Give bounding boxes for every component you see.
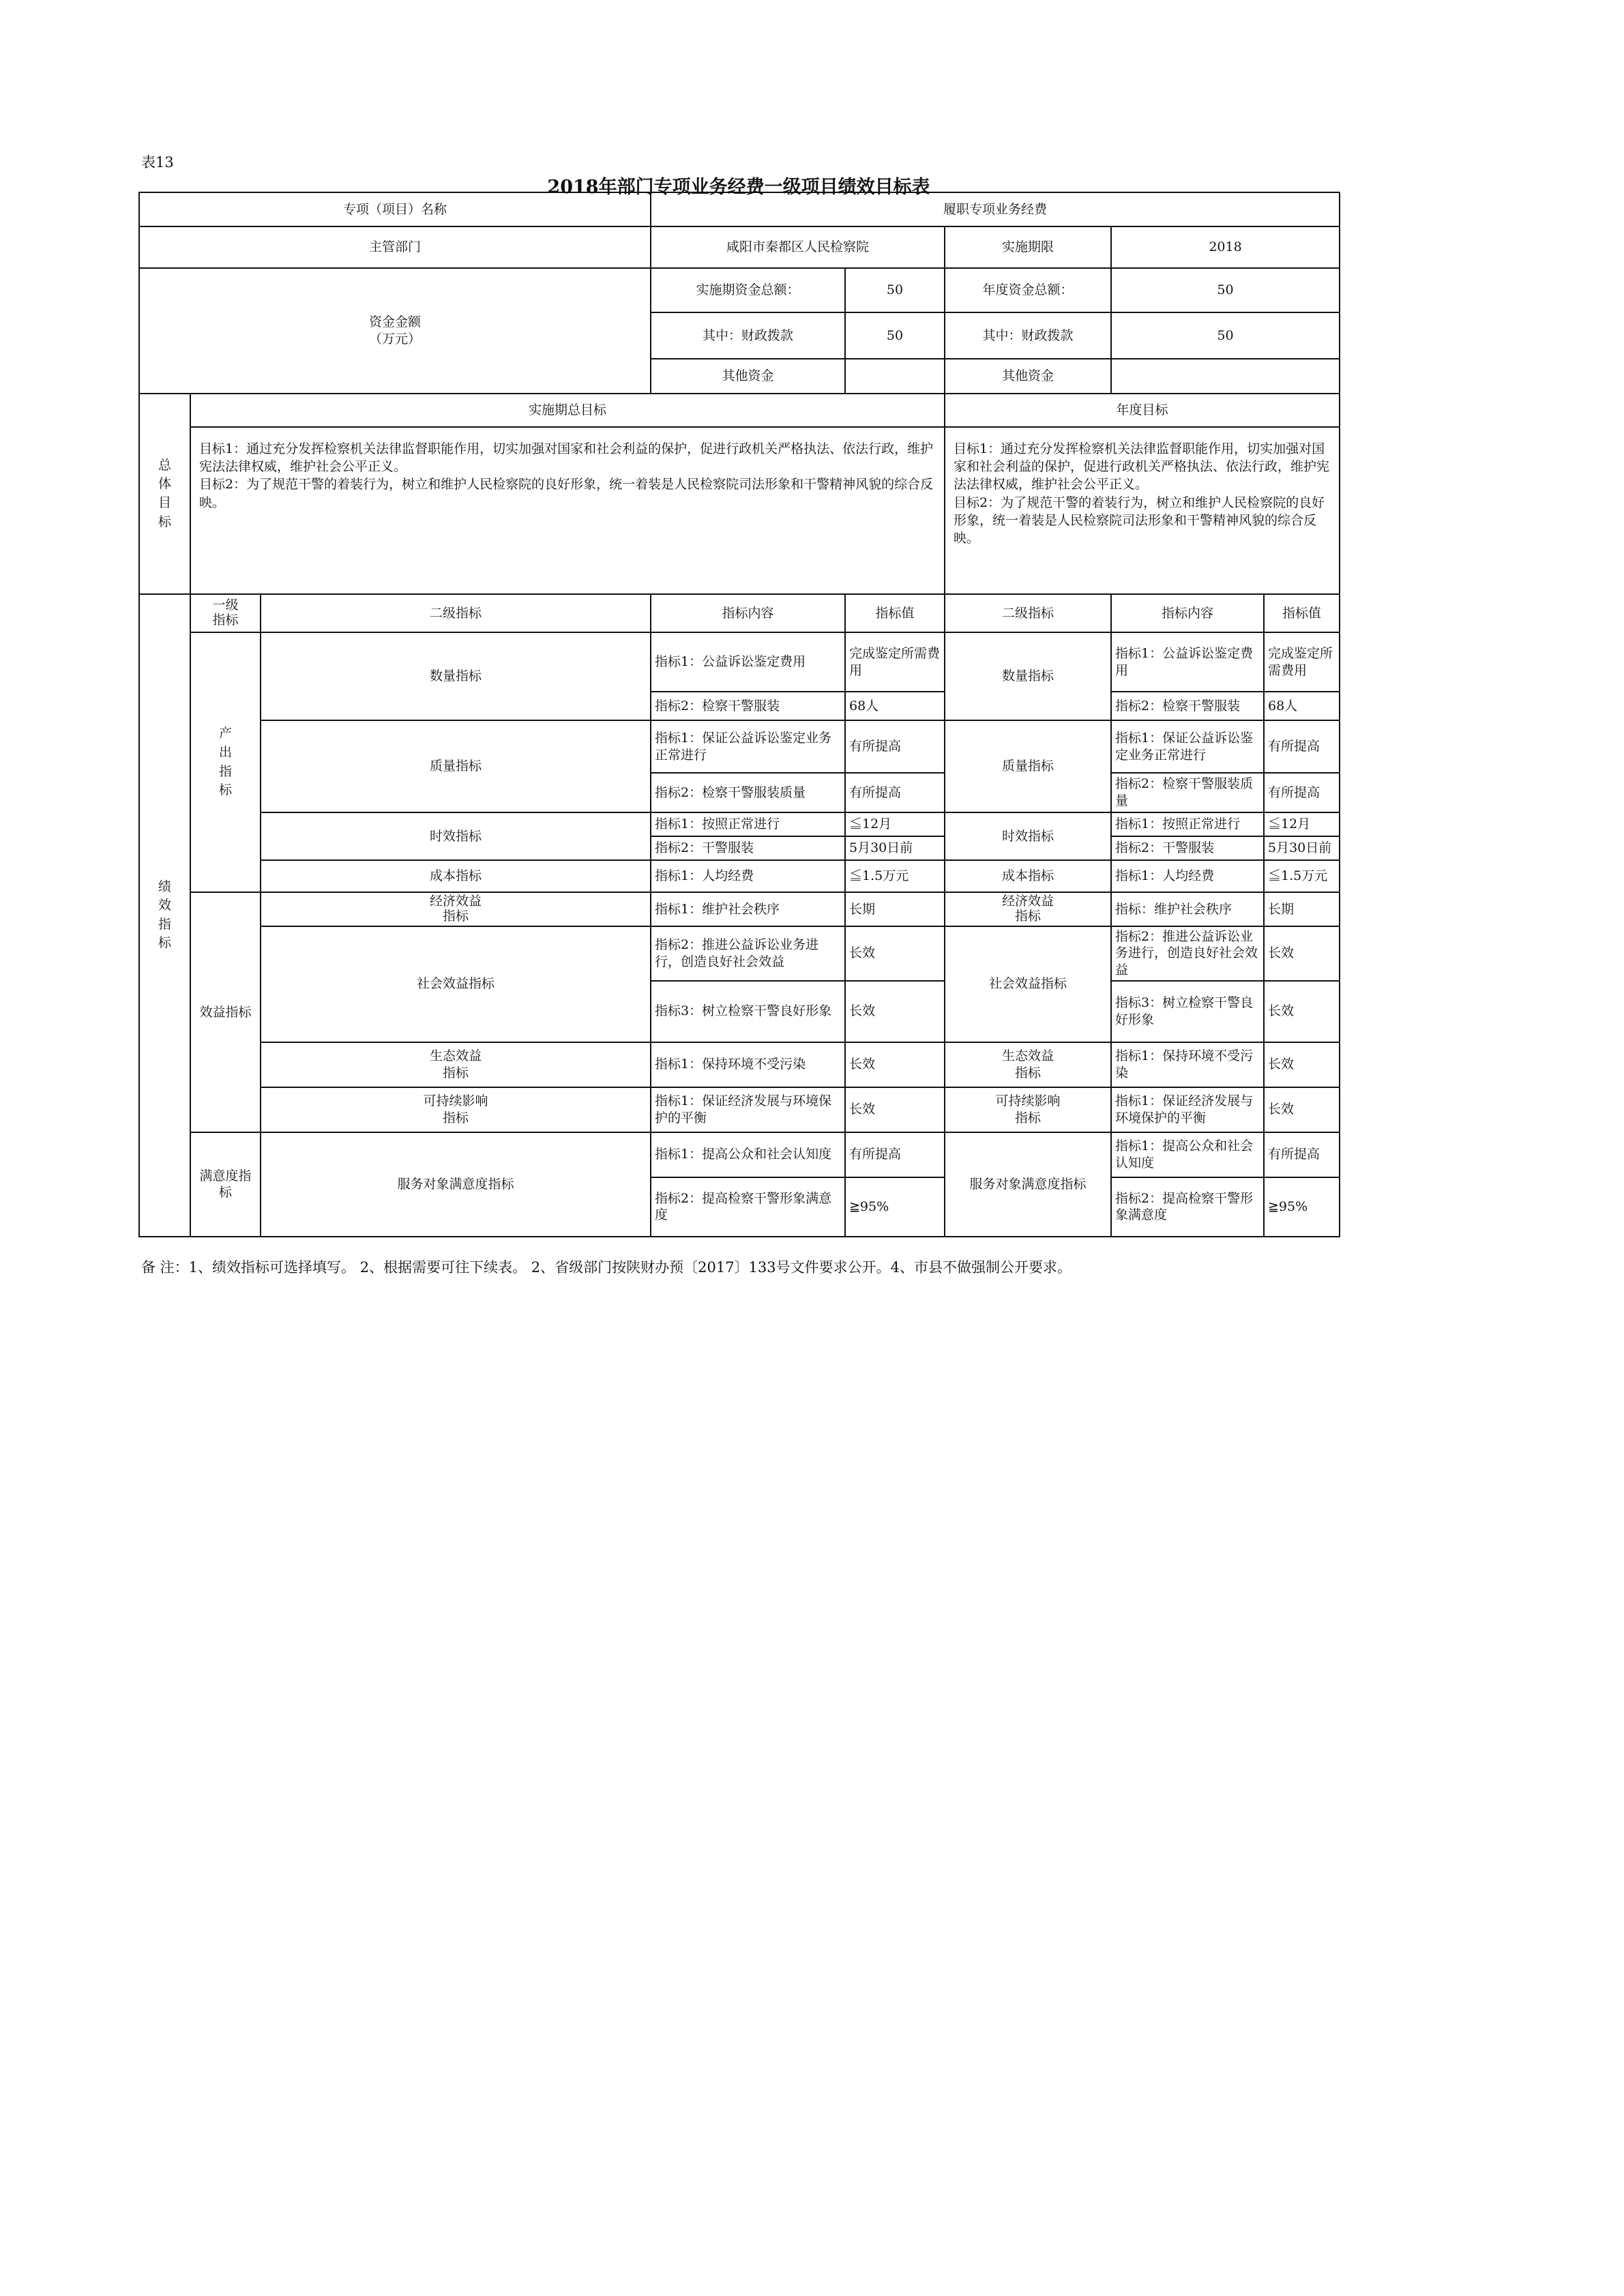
table-row: [139, 892, 1340, 926]
indicator-value: 有所提高: [845, 773, 945, 812]
indicator-content: 指标2：干警服装: [651, 836, 845, 860]
funds-fiscal-label: 其中：财政拨款: [651, 312, 845, 359]
funds-label: 资金金额 （万元）: [139, 268, 651, 394]
funds-year-fiscal-value: 50: [1111, 312, 1340, 359]
indicator-content: 指标1：提高公众和社会认知度: [651, 1132, 845, 1177]
header-level2: 二级指标: [261, 594, 651, 632]
quality-name: 质量指标: [261, 720, 651, 812]
project-value: 履职专项业务经费: [651, 192, 1340, 226]
indicator-content-year: 指标1：保证公益诉讼鉴定业务正常进行: [1111, 720, 1264, 773]
indicator-content-year: 指标1：保证经济发展与环境保护的平衡: [1111, 1087, 1264, 1132]
indicator-value: 长期: [845, 892, 945, 926]
header-level1: 一级 指标: [190, 594, 261, 632]
goals-text-row: [139, 427, 1340, 594]
ecological-name-year: 生态效益 指标: [945, 1042, 1111, 1087]
funds-year-other-label: 其他资金: [945, 359, 1111, 394]
indicator-content-year: 指标1：提高公众和社会认知度: [1111, 1132, 1264, 1177]
indicator-content: 指标1：保持环境不受污染: [651, 1042, 845, 1087]
table-row: [139, 860, 1340, 892]
goals-label: 总 体 目 标: [139, 394, 190, 594]
funds-other-value: [845, 359, 945, 394]
timeliness-name-year: 时效指标: [945, 812, 1111, 860]
quantity-name: 数量指标: [261, 632, 651, 720]
indicator-content-year: 指标：维护社会秩序: [1111, 892, 1264, 926]
benefit-label: 效益指标: [190, 892, 261, 1132]
project-row: [139, 192, 1340, 226]
indicator-value: 完成鉴定所需费用: [845, 632, 945, 692]
indicator-value: 有所提高: [845, 720, 945, 773]
table-row: [139, 720, 1340, 773]
funds-other-label: 其他资金: [651, 359, 845, 394]
dept-row: [139, 226, 1340, 268]
dept-label: 主管部门: [139, 226, 651, 268]
indicator-content-year: 指标2：检察干警服装质量: [1111, 773, 1264, 812]
indicator-content-year: 指标2：干警服装: [1111, 836, 1264, 860]
indicator-value: 68人: [845, 692, 945, 720]
indicator-content-year: 指标2：检察干警服装: [1111, 692, 1264, 720]
dept-value: 咸阳市秦都区人民检察院: [651, 226, 945, 268]
indicator-value: ≦12月: [845, 812, 945, 836]
header-value: 指标值: [845, 594, 945, 632]
indicator-value: 5月30日前: [845, 836, 945, 860]
table-row: [139, 926, 1340, 981]
indicator-content-year: 指标1：按照正常进行: [1111, 812, 1264, 836]
goals-period-header: 实施期总目标: [190, 394, 945, 427]
remark-note: 备 注：1、绩效指标可选择填写。 2、根据需要可往下续表。 2、省级部门按陕财办预〔2017〕133号文件要求公开。4、市县不做强制公开要求。: [141, 1259, 1072, 1276]
indicator-content-year: 指标1：人均经费: [1111, 860, 1264, 892]
header-level2-year: 二级指标: [945, 594, 1111, 632]
indicator-content: 指标2：提高检察干警形象满意度: [651, 1177, 845, 1237]
indicator-value-year: ≦12月: [1264, 812, 1340, 836]
indicator-value-year: 长效: [1264, 981, 1340, 1042]
ecological-name: 生态效益 指标: [261, 1042, 651, 1087]
header-content-year: 指标内容: [1111, 594, 1264, 632]
indicator-value-year: 长期: [1264, 892, 1340, 926]
indicator-value: ≧95%: [845, 1177, 945, 1237]
service-name: 服务对象满意度指标: [261, 1132, 651, 1237]
indicator-content: 指标1：公益诉讼鉴定费用: [651, 632, 845, 692]
indicator-content-year: 指标2：提高检察干警形象满意度: [1111, 1177, 1264, 1237]
header-value-year: 指标值: [1264, 594, 1340, 632]
funds-year-other-value: [1111, 359, 1340, 394]
social-name-year: 社会效益指标: [945, 926, 1111, 1042]
economic-name-year: 经济效益 指标: [945, 892, 1111, 926]
goals-header-row: [139, 394, 1340, 427]
indicator-value-year: 有所提高: [1264, 720, 1340, 773]
table-number: 表13: [141, 154, 174, 171]
indicator-content-year: 指标1：保持环境不受污染: [1111, 1042, 1264, 1087]
indicator-value-year: ≦1.5万元: [1264, 860, 1340, 892]
table-row: [139, 1087, 1340, 1132]
indicator-value-year: 长效: [1264, 1087, 1340, 1132]
funds-total-value: 50: [845, 268, 945, 312]
indicator-value: 有所提高: [845, 1132, 945, 1177]
service-name-year: 服务对象满意度指标: [945, 1132, 1111, 1237]
project-label: 专项（项目）名称: [139, 192, 651, 226]
funds-total-label: 实施期资金总额：: [651, 268, 845, 312]
goals-year-text: 目标1：通过充分发挥检察机关法律监督职能作用，切实加强对国家和社会利益的保护，促进行政机关严格执法、依法行政，维护宪法法律权威，维护社会公平正义。 目标2：为了规范干警的着装行为，树立和维护人民检察院的良好形象，统一着装是人民检察院司法形象和干警精神风貌的综合反映。: [945, 427, 1340, 594]
perf-header-row: [139, 594, 1340, 632]
indicator-content: 指标2：检察干警服装: [651, 692, 845, 720]
goals-period-text: 目标1：通过充分发挥检察机关法律监督职能作用，切实加强对国家和社会利益的保护，促进行政机关严格执法、依法行政，维护宪法法律权威，维护社会公平正义。 目标2：为了规范干警的着装行为，树立和维护人民检察院的良好形象，统一着装是人民检察院司法形象和干警精神风貌的综合反映。: [190, 427, 945, 594]
table-row: [139, 632, 1340, 692]
indicator-value-year: 完成鉴定所需费用: [1264, 632, 1340, 692]
table-row: [139, 812, 1340, 836]
social-name: 社会效益指标: [261, 926, 651, 1042]
indicator-value-year: 长效: [1264, 1042, 1340, 1087]
indicator-content: 指标1：保证经济发展与环境保护的平衡: [651, 1087, 845, 1132]
timeliness-name: 时效指标: [261, 812, 651, 860]
period-value: 2018: [1111, 226, 1340, 268]
indicator-content: 指标1：维护社会秩序: [651, 892, 845, 926]
sustainable-name: 可持续影响 指标: [261, 1087, 651, 1132]
indicator-content-year: 指标1：公益诉讼鉴定费用: [1111, 632, 1264, 692]
funds-year-total-value: 50: [1111, 268, 1340, 312]
indicator-content: 指标3：树立检察干警良好形象: [651, 981, 845, 1042]
header-content: 指标内容: [651, 594, 845, 632]
funds-total-row: [139, 268, 1340, 312]
funds-year-total-label: 年度资金总额：: [945, 268, 1111, 312]
indicator-value: 长效: [845, 1042, 945, 1087]
table-row: [139, 1042, 1340, 1087]
indicator-value: 长效: [845, 1087, 945, 1132]
satisfaction-label: 满意度指 标: [190, 1132, 261, 1237]
indicator-content: 指标2：检察干警服装质量: [651, 773, 845, 812]
indicator-value-year: 5月30日前: [1264, 836, 1340, 860]
performance-target-table: [138, 192, 1340, 1237]
indicator-value: 长效: [845, 981, 945, 1042]
perf-label: 绩 效 指 标: [139, 594, 190, 1237]
period-label: 实施期限: [945, 226, 1111, 268]
indicator-value: ≦1.5万元: [845, 860, 945, 892]
cost-name-year: 成本指标: [945, 860, 1111, 892]
table-row: [139, 1132, 1340, 1177]
output-label: 产 出 指 标: [190, 632, 261, 892]
indicator-content: 指标1：人均经费: [651, 860, 845, 892]
economic-name: 经济效益 指标: [261, 892, 651, 926]
goals-year-header: 年度目标: [945, 394, 1340, 427]
sustainable-name-year: 可持续影响 指标: [945, 1087, 1111, 1132]
quality-name-year: 质量指标: [945, 720, 1111, 812]
funds-fiscal-value: 50: [845, 312, 945, 359]
indicator-value-year: 有所提高: [1264, 773, 1340, 812]
indicator-value-year: 长效: [1264, 926, 1340, 981]
indicator-content: 指标1：按照正常进行: [651, 812, 845, 836]
indicator-content-year: 指标2：推进公益诉讼业务进行，创造良好社会效益: [1111, 926, 1264, 981]
quantity-name-year: 数量指标: [945, 632, 1111, 720]
cost-name: 成本指标: [261, 860, 651, 892]
indicator-value-year: 68人: [1264, 692, 1340, 720]
indicator-content: 指标1：保证公益诉讼鉴定业务正常进行: [651, 720, 845, 773]
page-title: 2018年部门专项业务经费一级项目绩效目标表: [547, 177, 930, 198]
indicator-value: 长效: [845, 926, 945, 981]
indicator-value-year: 有所提高: [1264, 1132, 1340, 1177]
indicator-content: 指标2：推进公益诉讼业务进行，创造良好社会效益: [651, 926, 845, 981]
indicator-value-year: ≧95%: [1264, 1177, 1340, 1237]
funds-year-fiscal-label: 其中：财政拨款: [945, 312, 1111, 359]
indicator-content-year: 指标3：树立检察干警良好形象: [1111, 981, 1264, 1042]
